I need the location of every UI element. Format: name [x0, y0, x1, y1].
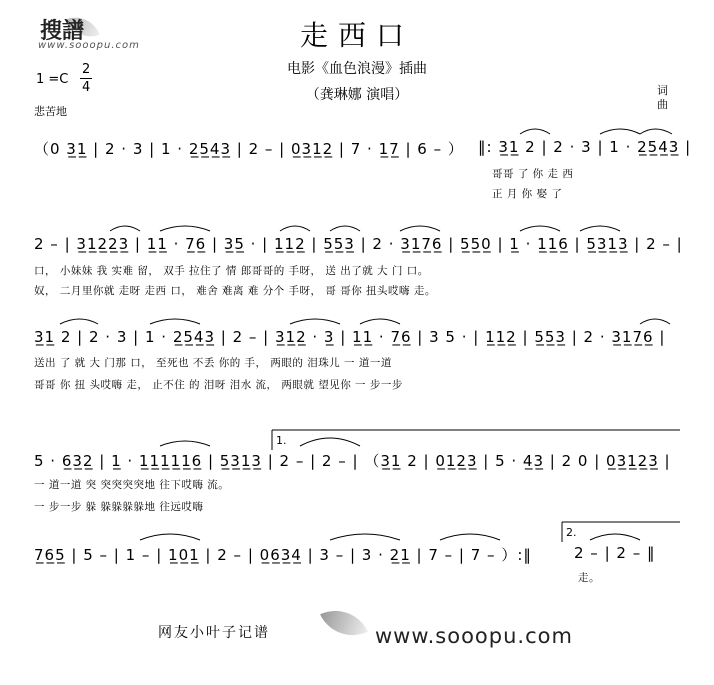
lyric-line-3-verse-2: 哥哥 你 扭 头哎嗨 走， 止不住 的 泪呀 泪水 流， 两眼就 望见你 一 步一步	[34, 379, 403, 391]
lyric-line-4-verse-1: 一 道一道 突 突突突突地 往下哎嗨 流。	[34, 479, 230, 491]
lyric-line-2-verse-2: 奴， 二月里你就 走呀 走西 口， 难舍 难离 难 分个 手呀， 哥 哥你 扭头哎嗨 走。	[34, 285, 436, 297]
score-line-5: 7̲6̲5̲ | 5 – | 1 – | 1̲0̲1̲ | 2 – | 0̲6̲3̲4̲ | 3 – | 3 · 2̲1̲ | 7 – | 7 – ）:‖	[34, 546, 532, 564]
transcriber-credit: 网友小叶子记谱	[158, 625, 270, 641]
score-line-5-ending: 2 – | 2 – ‖	[574, 544, 656, 562]
score-line-1-intro: （0 3̲1̲ | 2 · 3 | 1 · 2̲5̲4̲3̲ | 2 – | 0̲3̲1̲2̲ | 7 · 1̲7̲ | 6 – ）	[34, 140, 464, 158]
score-line-1-main: ‖: 3̲1̲ 2 | 2 · 3 | 1 · 2̲5̲4̲3̲ |	[478, 138, 692, 156]
score-line-2: 2 – | 3̲1̲2̲2̲3̲ | 1̲1̲ · 7̲6̲ | 3̲5̲ · | 1̲1̲2̲ | 5̲5̲3̲ | 2 · 3̲1̲7̲6̲ | 5̲5̲0̲ | 1̲ · 1̲1̲6̲ | 5̲3̲1̲3̲ | 2 – |	[34, 235, 683, 253]
site-logo: 搜譜	[40, 19, 85, 44]
lyric-line-1-verse-2: 正 月 你 娶 了	[492, 188, 563, 200]
tempo-mood: 悲苦地	[34, 105, 67, 118]
score-line-4: 5 · 6̲3̲2̲ | 1̲ · 1̲1̲1̲1̲1̲6̲ | 5̲3̲1̲3̲ | 2 – | 2 – | （3̲1̲ 2 | 0̲1̲2̲3̲ | 5 · 4̲3̲ | 2 0 | 0̲3̲1̲2̲3̲ |	[34, 452, 671, 470]
time-signature-bottom: 4	[82, 80, 91, 95]
score-line-3: 3̲1̲ 2 | 2 · 3 | 1 · 2̲5̲4̲3̲ | 2 – | 3̲1̲2̲ · 3̲ | 1̲1̲ · 7̲6̲ | 3 5 · | 1̲1̲2̲ | 5̲5̲3̲ | 2 · 3̲1̲7̲6̲ |	[34, 328, 666, 346]
song-title: 走西口	[299, 19, 414, 52]
time-signature-top: 2	[82, 62, 91, 77]
performer: （龚琳娜 演唱）	[305, 87, 409, 103]
lyric-line-2-verse-1: 口， 小妹妹 我 实难 留， 双手 拉住了 情 郎哥哥的 手呀， 送 出了就 大 门 口。	[34, 265, 429, 277]
site-logo-url: www.sooopu.com	[38, 40, 140, 51]
lyric-line-3-verse-1: 送出 了 就 大 门那 口， 至死也 不丢 你的 手， 两眼的 泪珠儿 一 道一道	[34, 357, 392, 369]
credit-composer: 曲	[657, 98, 668, 111]
lyric-line-5: 走。	[578, 572, 600, 584]
song-subtitle: 电影《血色浪漫》插曲	[287, 61, 427, 77]
lyric-line-1-verse-1: 哥哥 了 你 走 西	[492, 168, 574, 180]
volta-2-label: 2.	[566, 526, 577, 539]
volta-1-label: 1.	[276, 434, 287, 447]
footer-site-url[interactable]: www.sooopu.com	[375, 624, 573, 648]
key-signature: 1 =C	[36, 72, 69, 87]
lyric-line-4-verse-2: 一 步一步 躲 躲躲躲躲地 往远哎嗨	[34, 501, 204, 513]
credit-lyricist: 词	[657, 84, 668, 97]
